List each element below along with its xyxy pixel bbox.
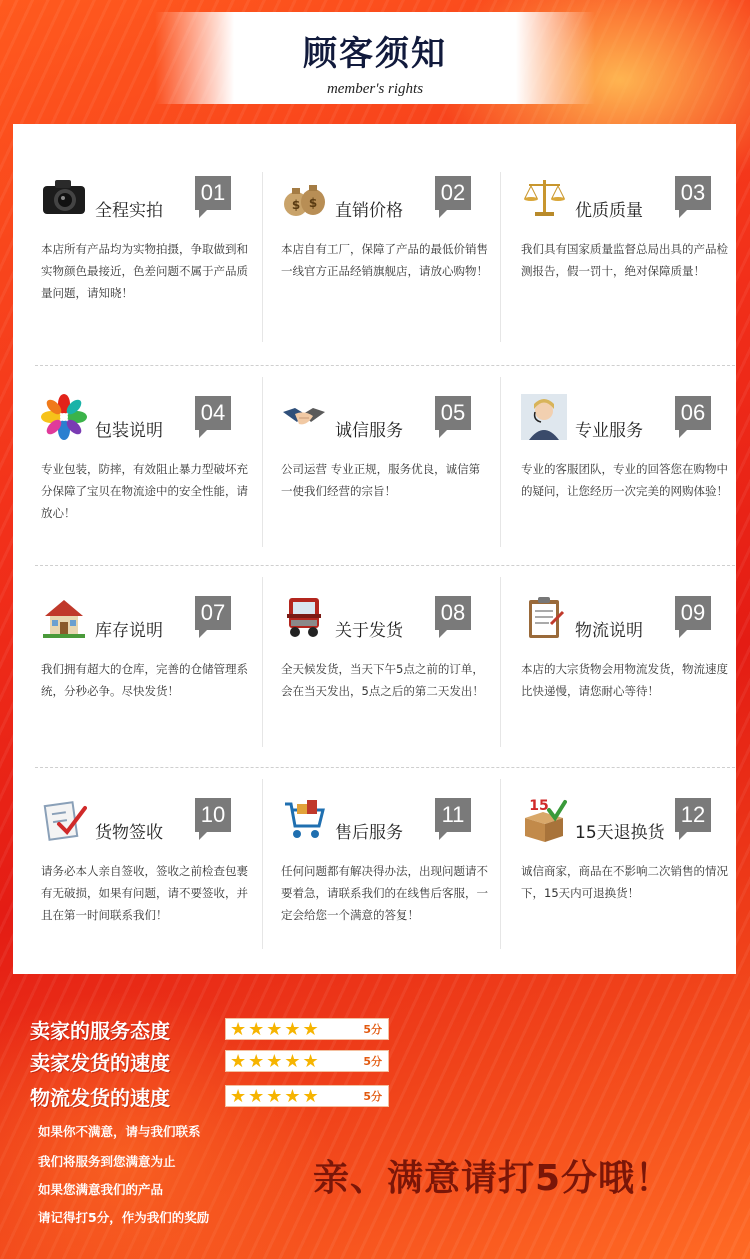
star-icon: ★★★★★ (230, 1019, 321, 1040)
rating-label: 卖家的服务态度 (30, 1019, 170, 1043)
rating-label: 物流发货的速度 (30, 1086, 170, 1110)
item-number-badge: 08 (435, 596, 471, 630)
item-number-badge: 03 (675, 176, 711, 210)
column-divider (500, 779, 501, 949)
item-title: 专业服务 (575, 421, 643, 441)
item-title: 直销价格 (335, 201, 403, 221)
info-cell (275, 382, 495, 562)
clipboard-icon (521, 594, 567, 640)
item-description: 全天候发货，当天下午5点之前的订单，会在当天发出，5点之后的第二天发出！ (281, 662, 484, 698)
color-wheel-icon (41, 394, 87, 440)
item-number-badge: 04 (195, 396, 231, 430)
truck-icon (281, 594, 327, 640)
item-title: 15天退换货 (575, 823, 665, 843)
svg-text:$: $ (308, 196, 318, 210)
page-title: 顾客须知 (303, 34, 447, 74)
item-title: 包装说明 (95, 421, 163, 441)
row-divider (35, 565, 735, 566)
star-icon: ★★★★★ (230, 1086, 321, 1107)
rating-score: 5分 (363, 1055, 382, 1068)
handshake-icon (281, 394, 327, 440)
column-divider (500, 577, 501, 747)
item-number-badge: 06 (675, 396, 711, 430)
rating-bar (225, 1050, 389, 1072)
note-line: 如果您满意我们的产品 (38, 1182, 164, 1197)
item-description: 任何问题都有解决得办法，出现问题请不要着急，请联系我们的在线售后客服，一定会给您一个满意的答复！ (281, 864, 488, 922)
column-divider (262, 377, 263, 547)
scales-icon (521, 174, 567, 220)
star-icon: ★★★★★ (230, 1051, 321, 1072)
item-title: 全程实拍 (95, 201, 163, 221)
item-number-badge: 12 (675, 798, 711, 832)
item-description: 本店自有工厂，保障了产品的最低价销售一线官方正品经销旗舰店，请放心购物！ (281, 242, 488, 278)
item-title: 售后服务 (335, 823, 403, 843)
column-divider (262, 577, 263, 747)
rating-bar (225, 1018, 389, 1040)
item-number-badge: 11 (435, 798, 471, 832)
shopping-cart-icon (281, 796, 327, 842)
item-title: 库存说明 (95, 621, 163, 641)
note-line: 如果你不满意，请与我们联系 (38, 1124, 201, 1139)
rating-slogan: 亲、满意请打5分哦！ (313, 1158, 673, 1199)
item-description: 本店的大宗货物会用物流发货，物流速度比快递慢，请您耐心等待！ (521, 662, 728, 698)
item-description: 专业的客服团队，专业的回答您在购物中的疑问，让您经历一次完美的网购体验！ (521, 462, 728, 498)
info-cell (515, 162, 735, 342)
item-description: 专业包装，防摔，有效阻止暴力型破坏充分保障了宝贝在物流途中的安全性能，请放心！ (41, 462, 248, 520)
item-title: 物流说明 (575, 621, 643, 641)
info-panel (13, 124, 736, 974)
item-number-badge: 05 (435, 396, 471, 430)
info-cell (515, 582, 735, 762)
info-cell (35, 382, 255, 562)
note-line: 请记得打5分，作为我们的奖励 (38, 1210, 210, 1225)
item-number-badge: 07 (195, 596, 231, 630)
item-number-badge: 09 (675, 596, 711, 630)
item-description: 公司运营 专业正规，服务优良，诚信第一使我们经营的宗旨！ (281, 462, 481, 498)
item-number-badge: 10 (195, 798, 231, 832)
item-title: 诚信服务 (335, 421, 403, 441)
item-title: 货物签收 (95, 823, 163, 843)
box-15-badge: 15 (529, 798, 549, 814)
rating-score: 5分 (363, 1023, 382, 1036)
item-number-badge: 02 (435, 176, 471, 210)
info-grid (35, 162, 735, 962)
svg-text:$: $ (291, 198, 301, 212)
item-description: 请务必本人亲自签收，签收之前检查包裹有无破损，如果有问题，请不要签收，并且在第一时间联系我们！ (41, 864, 248, 922)
info-cell (275, 784, 495, 964)
camera-icon (41, 174, 87, 220)
column-divider (500, 172, 501, 342)
item-description: 我们具有国家质量监督总局出具的产品检测报告，假一罚十，绝对保障质量！ (521, 242, 728, 278)
info-cell (515, 784, 735, 964)
column-divider (262, 779, 263, 949)
item-number-badge: 01 (195, 176, 231, 210)
house-icon (41, 594, 87, 640)
money-bags-icon (281, 174, 327, 220)
column-divider (500, 377, 501, 547)
item-description: 本店所有产品均为实物拍摄，争取做到和实物颜色最接近，色差问题不属于产品质量问题，请知晓！ (41, 242, 248, 300)
info-cell (275, 162, 495, 342)
item-description: 诚信商家，商品在不影响二次销售的情况下，15天内可退换货！ (521, 864, 728, 900)
checklist-icon (41, 796, 87, 842)
rating-score: 5分 (363, 1090, 382, 1103)
info-cell (275, 582, 495, 762)
info-cell (35, 582, 255, 762)
item-title: 优质质量 (575, 201, 643, 221)
rating-label: 卖家发货的速度 (30, 1051, 170, 1075)
header-banner (155, 12, 595, 104)
box-15-icon (521, 796, 567, 842)
info-cell (35, 784, 255, 964)
row-divider (35, 767, 735, 768)
page-subtitle: member's rights (326, 81, 424, 97)
column-divider (262, 172, 263, 342)
rating-bar (225, 1085, 389, 1107)
info-cell (515, 382, 735, 562)
item-description: 我们拥有超大的仓库，完善的仓储管理系统，分秒必争。尽快发货！ (41, 662, 248, 698)
customer-service-icon (521, 394, 567, 440)
info-cell (35, 162, 255, 342)
item-title: 关于发货 (335, 621, 403, 641)
note-line: 我们将服务到您满意为止 (38, 1154, 176, 1169)
row-divider (35, 365, 735, 366)
